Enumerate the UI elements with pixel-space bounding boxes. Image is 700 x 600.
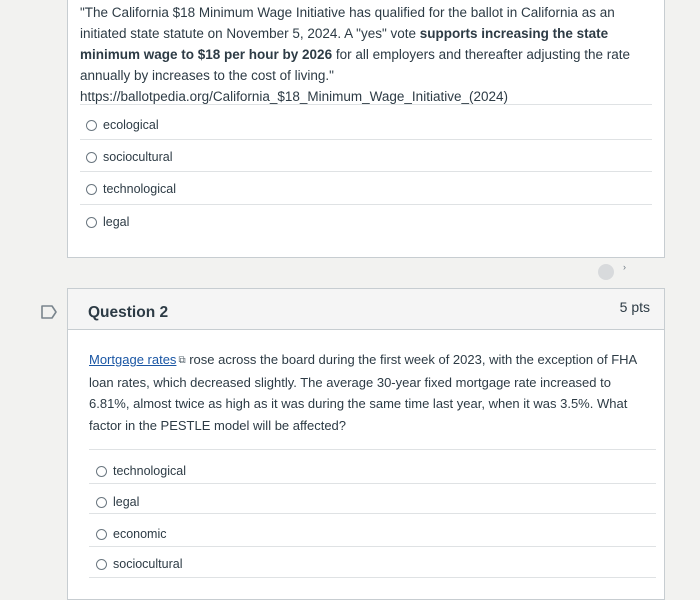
divider [89, 449, 656, 450]
answer-option-economic[interactable] [96, 527, 167, 541]
answer-label: ecological [103, 118, 159, 132]
question-2-card [67, 288, 665, 600]
divider [89, 577, 656, 578]
question-title: Question 2 [88, 304, 169, 321]
answer-option-sociocultural[interactable] [96, 557, 182, 571]
answer-label: legal [103, 215, 130, 229]
divider [80, 204, 652, 205]
answer-label: legal [113, 495, 140, 509]
loading-dot [598, 264, 614, 280]
radio-button[interactable] [86, 152, 97, 163]
answer-label: sociocultural [103, 150, 173, 164]
external-link-icon[interactable]: ⧉ [178, 355, 186, 366]
question-1-text-part2: for all employers and thereafter adjusting the rate annually by increases to the cost of living." https://ballotpedia.org/California_$18_Minimum_Wage_Initiative_(2024) [80, 47, 630, 104]
divider [89, 546, 656, 547]
question-2-text [89, 349, 646, 436]
question-1-text-part1: "The California $18 Minimum Wage Initiative has qualified for the ballot in California as an initiated state statute on November 5, 2024. A "yes" vote [80, 5, 615, 41]
question-points: 5 pts [619, 299, 650, 315]
divider [80, 139, 652, 140]
answer-option-technological[interactable] [86, 182, 176, 196]
radio-button[interactable] [86, 184, 97, 195]
question-1-text [80, 2, 650, 107]
answer-label: economic [113, 527, 167, 541]
answer-option-ecological[interactable] [86, 118, 159, 132]
flag-icon[interactable] [40, 304, 58, 320]
question-1-text-bold: supports increasing the state minimum wage to $18 per hour by 2026 [80, 26, 609, 62]
chevron-icon: › [623, 262, 626, 272]
answer-label: technological [113, 464, 186, 478]
answer-option-sociocultural[interactable] [86, 150, 172, 164]
divider [89, 483, 656, 484]
answer-option-technological[interactable] [96, 464, 186, 478]
radio-button[interactable] [86, 120, 97, 131]
question-1-card [67, 0, 665, 258]
question-2-text-body: rose across the board during the first week of 2023, with the exception of FHA loan rates, which decreased slightly. The average 30-year fixed mortgage rate increased to 6.81%, almost twice as high as it was during the same time last year, when it was 3.5%. What factor in the PESTLE model will be affected? [89, 352, 637, 433]
radio-button[interactable] [96, 559, 107, 570]
answer-option-legal[interactable] [96, 495, 139, 509]
radio-button[interactable] [96, 529, 107, 540]
divider [89, 513, 656, 514]
radio-button[interactable] [96, 497, 107, 508]
radio-button[interactable] [96, 466, 107, 477]
answer-label: sociocultural [113, 557, 183, 571]
answer-label: technological [103, 182, 176, 196]
question-2-header [68, 289, 664, 330]
divider [80, 104, 652, 105]
radio-button[interactable] [86, 217, 97, 228]
mortgage-rates-link[interactable]: Mortgage rates [89, 352, 177, 367]
answer-option-legal[interactable] [86, 215, 129, 229]
divider [80, 171, 652, 172]
